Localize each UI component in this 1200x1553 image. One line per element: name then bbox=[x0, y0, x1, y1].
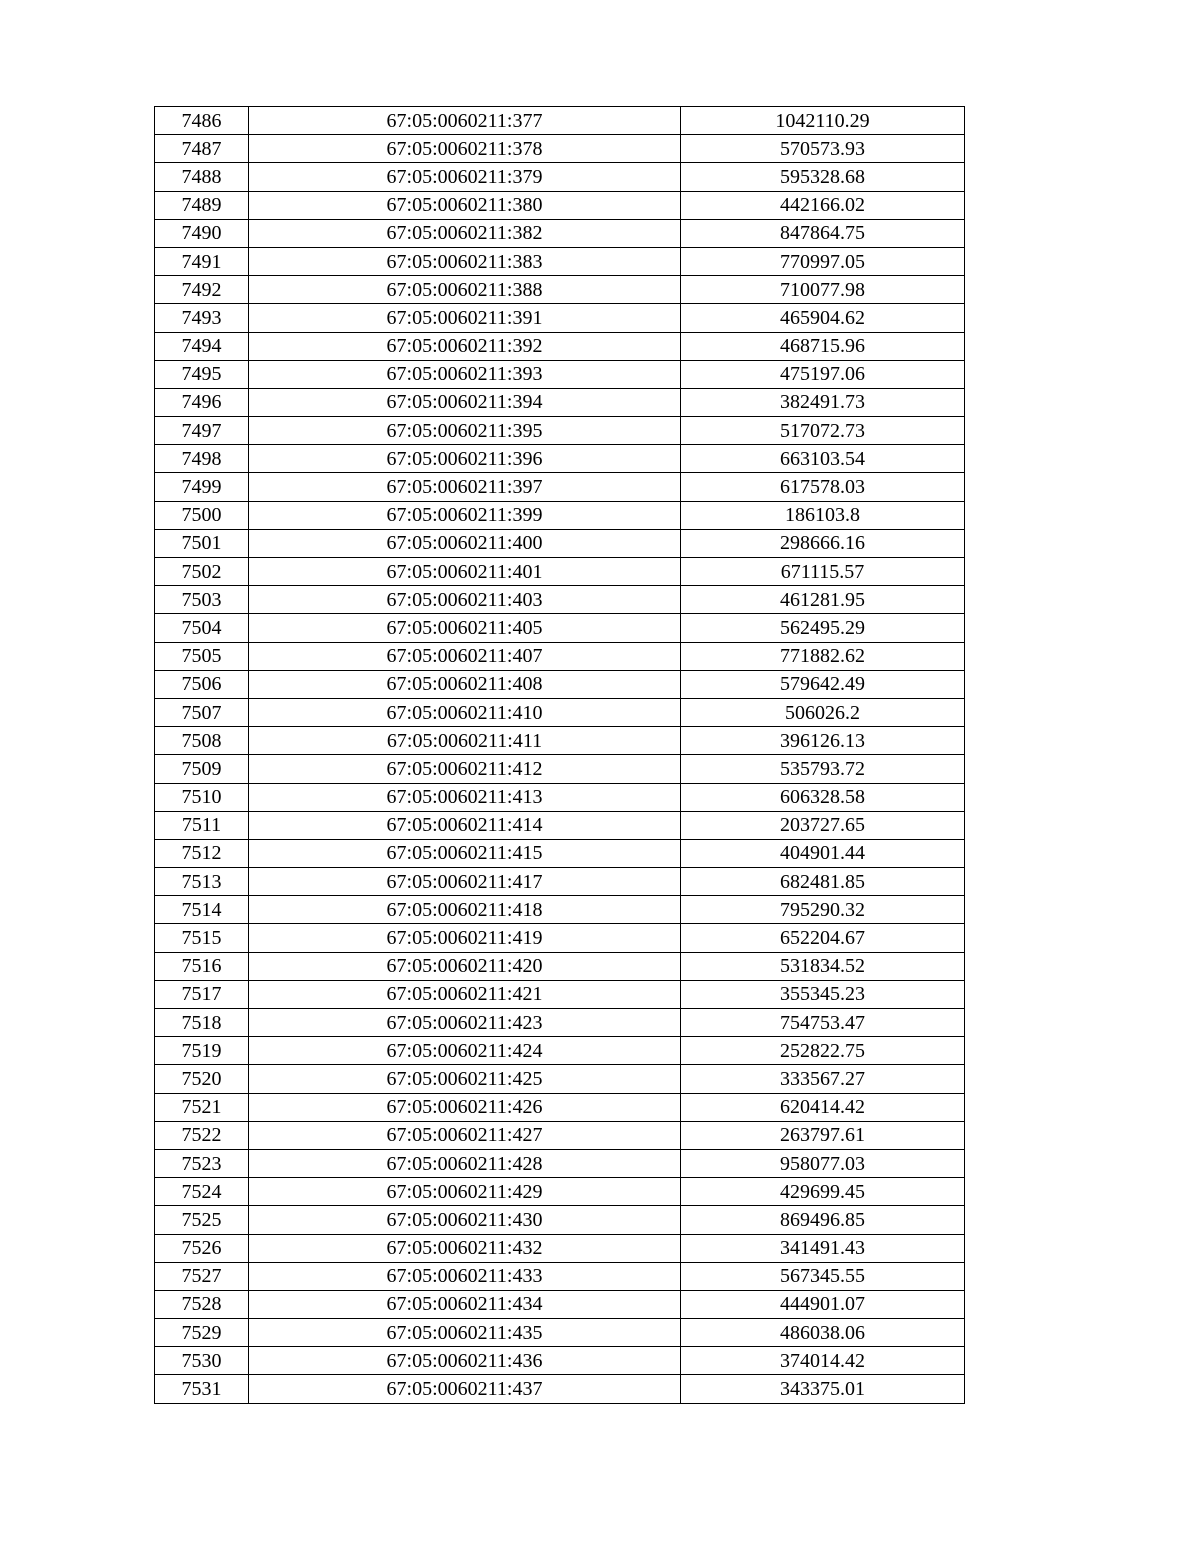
cadastral-number-cell: 67:05:0060211:411 bbox=[249, 727, 681, 755]
row-number-cell: 7519 bbox=[155, 1037, 249, 1065]
table-row bbox=[155, 388, 965, 416]
table-row bbox=[155, 924, 965, 952]
cadastral-number-cell: 67:05:0060211:382 bbox=[249, 219, 681, 247]
value-cell: 671115.57 bbox=[681, 558, 965, 586]
value-cell: 606328.58 bbox=[681, 783, 965, 811]
table-row bbox=[155, 1206, 965, 1234]
row-number-cell: 7501 bbox=[155, 529, 249, 557]
cadastral-number-cell: 67:05:0060211:395 bbox=[249, 417, 681, 445]
table-row bbox=[155, 501, 965, 529]
cadastral-number-cell: 67:05:0060211:419 bbox=[249, 924, 681, 952]
value-cell: 382491.73 bbox=[681, 388, 965, 416]
row-number-cell: 7486 bbox=[155, 107, 249, 135]
table-row bbox=[155, 614, 965, 642]
cadastral-number-cell: 67:05:0060211:403 bbox=[249, 586, 681, 614]
table-body bbox=[155, 107, 965, 1404]
row-number-cell: 7516 bbox=[155, 952, 249, 980]
cadastral-number-cell: 67:05:0060211:393 bbox=[249, 360, 681, 388]
table-row bbox=[155, 1319, 965, 1347]
row-number-cell: 7496 bbox=[155, 388, 249, 416]
cadastral-number-cell: 67:05:0060211:401 bbox=[249, 558, 681, 586]
table-row bbox=[155, 670, 965, 698]
value-cell: 333567.27 bbox=[681, 1065, 965, 1093]
cadastral-number-cell: 67:05:0060211:412 bbox=[249, 755, 681, 783]
row-number-cell: 7523 bbox=[155, 1149, 249, 1177]
cadastral-number-cell: 67:05:0060211:415 bbox=[249, 839, 681, 867]
value-cell: 355345.23 bbox=[681, 980, 965, 1008]
row-number-cell: 7530 bbox=[155, 1347, 249, 1375]
table-row bbox=[155, 952, 965, 980]
row-number-cell: 7498 bbox=[155, 445, 249, 473]
table-row bbox=[155, 276, 965, 304]
row-number-cell: 7490 bbox=[155, 219, 249, 247]
value-cell: 847864.75 bbox=[681, 219, 965, 247]
table-row bbox=[155, 980, 965, 1008]
cadastral-number-cell: 67:05:0060211:432 bbox=[249, 1234, 681, 1262]
value-cell: 341491.43 bbox=[681, 1234, 965, 1262]
row-number-cell: 7507 bbox=[155, 698, 249, 726]
cadastral-number-cell: 67:05:0060211:417 bbox=[249, 868, 681, 896]
cadastral-number-cell: 67:05:0060211:407 bbox=[249, 642, 681, 670]
row-number-cell: 7509 bbox=[155, 755, 249, 783]
row-number-cell: 7517 bbox=[155, 980, 249, 1008]
row-number-cell: 7487 bbox=[155, 135, 249, 163]
row-number-cell: 7525 bbox=[155, 1206, 249, 1234]
value-cell: 506026.2 bbox=[681, 698, 965, 726]
table-row bbox=[155, 417, 965, 445]
cadastral-number-cell: 67:05:0060211:435 bbox=[249, 1319, 681, 1347]
row-number-cell: 7524 bbox=[155, 1178, 249, 1206]
value-cell: 595328.68 bbox=[681, 163, 965, 191]
value-cell: 263797.61 bbox=[681, 1121, 965, 1149]
value-cell: 186103.8 bbox=[681, 501, 965, 529]
cadastral-number-cell: 67:05:0060211:405 bbox=[249, 614, 681, 642]
cadastral-number-cell: 67:05:0060211:426 bbox=[249, 1093, 681, 1121]
table-row bbox=[155, 304, 965, 332]
value-cell: 570573.93 bbox=[681, 135, 965, 163]
row-number-cell: 7508 bbox=[155, 727, 249, 755]
row-number-cell: 7511 bbox=[155, 811, 249, 839]
row-number-cell: 7503 bbox=[155, 586, 249, 614]
row-number-cell: 7506 bbox=[155, 670, 249, 698]
cadastral-number-cell: 67:05:0060211:434 bbox=[249, 1290, 681, 1318]
row-number-cell: 7514 bbox=[155, 896, 249, 924]
table-row bbox=[155, 445, 965, 473]
cadastral-number-cell: 67:05:0060211:414 bbox=[249, 811, 681, 839]
row-number-cell: 7513 bbox=[155, 868, 249, 896]
table-row bbox=[155, 247, 965, 275]
value-cell: 567345.55 bbox=[681, 1262, 965, 1290]
table-row bbox=[155, 1065, 965, 1093]
value-cell: 770997.05 bbox=[681, 247, 965, 275]
row-number-cell: 7494 bbox=[155, 332, 249, 360]
cadastral-number-cell: 67:05:0060211:383 bbox=[249, 247, 681, 275]
cadastral-number-cell: 67:05:0060211:423 bbox=[249, 1009, 681, 1037]
cadastral-number-cell: 67:05:0060211:427 bbox=[249, 1121, 681, 1149]
table-row bbox=[155, 1121, 965, 1149]
value-cell: 562495.29 bbox=[681, 614, 965, 642]
cadastral-number-cell: 67:05:0060211:433 bbox=[249, 1262, 681, 1290]
value-cell: 461281.95 bbox=[681, 586, 965, 614]
cadastral-number-cell: 67:05:0060211:425 bbox=[249, 1065, 681, 1093]
value-cell: 579642.49 bbox=[681, 670, 965, 698]
table-row bbox=[155, 1037, 965, 1065]
table-row bbox=[155, 1093, 965, 1121]
table-row bbox=[155, 1375, 965, 1403]
table-row bbox=[155, 839, 965, 867]
value-cell: 396126.13 bbox=[681, 727, 965, 755]
cadastral-number-cell: 67:05:0060211:418 bbox=[249, 896, 681, 924]
table-row bbox=[155, 698, 965, 726]
row-number-cell: 7500 bbox=[155, 501, 249, 529]
table-row bbox=[155, 135, 965, 163]
table-row bbox=[155, 1178, 965, 1206]
cadastral-number-cell: 67:05:0060211:391 bbox=[249, 304, 681, 332]
row-number-cell: 7531 bbox=[155, 1375, 249, 1403]
value-cell: 517072.73 bbox=[681, 417, 965, 445]
cadastral-number-cell: 67:05:0060211:436 bbox=[249, 1347, 681, 1375]
cadastral-number-cell: 67:05:0060211:420 bbox=[249, 952, 681, 980]
cadastral-number-cell: 67:05:0060211:400 bbox=[249, 529, 681, 557]
value-cell: 442166.02 bbox=[681, 191, 965, 219]
value-cell: 444901.07 bbox=[681, 1290, 965, 1318]
table-row bbox=[155, 1234, 965, 1262]
row-number-cell: 7499 bbox=[155, 473, 249, 501]
cadastral-number-cell: 67:05:0060211:421 bbox=[249, 980, 681, 1008]
table-row bbox=[155, 727, 965, 755]
cadastral-number-cell: 67:05:0060211:437 bbox=[249, 1375, 681, 1403]
value-cell: 754753.47 bbox=[681, 1009, 965, 1037]
value-cell: 535793.72 bbox=[681, 755, 965, 783]
cadastral-number-cell: 67:05:0060211:430 bbox=[249, 1206, 681, 1234]
table-row bbox=[155, 586, 965, 614]
cadastral-number-cell: 67:05:0060211:378 bbox=[249, 135, 681, 163]
row-number-cell: 7521 bbox=[155, 1093, 249, 1121]
row-number-cell: 7529 bbox=[155, 1319, 249, 1347]
value-cell: 486038.06 bbox=[681, 1319, 965, 1347]
cadastral-number-cell: 67:05:0060211:399 bbox=[249, 501, 681, 529]
cadastral-number-cell: 67:05:0060211:396 bbox=[249, 445, 681, 473]
table-row bbox=[155, 1347, 965, 1375]
cadastral-number-cell: 67:05:0060211:410 bbox=[249, 698, 681, 726]
cadastral-number-cell: 67:05:0060211:379 bbox=[249, 163, 681, 191]
cadastral-number-cell: 67:05:0060211:428 bbox=[249, 1149, 681, 1177]
cadastral-number-cell: 67:05:0060211:388 bbox=[249, 276, 681, 304]
cadastral-number-cell: 67:05:0060211:408 bbox=[249, 670, 681, 698]
table-row bbox=[155, 1290, 965, 1318]
row-number-cell: 7518 bbox=[155, 1009, 249, 1037]
row-number-cell: 7510 bbox=[155, 783, 249, 811]
table-row bbox=[155, 1009, 965, 1037]
value-cell: 252822.75 bbox=[681, 1037, 965, 1065]
row-number-cell: 7489 bbox=[155, 191, 249, 219]
value-cell: 203727.65 bbox=[681, 811, 965, 839]
cadastral-number-cell: 67:05:0060211:377 bbox=[249, 107, 681, 135]
data-table bbox=[154, 106, 965, 1404]
value-cell: 343375.01 bbox=[681, 1375, 965, 1403]
value-cell: 795290.32 bbox=[681, 896, 965, 924]
cadastral-number-cell: 67:05:0060211:394 bbox=[249, 388, 681, 416]
table-row bbox=[155, 811, 965, 839]
cadastral-number-cell: 67:05:0060211:392 bbox=[249, 332, 681, 360]
value-cell: 298666.16 bbox=[681, 529, 965, 557]
cadastral-number-cell: 67:05:0060211:429 bbox=[249, 1178, 681, 1206]
row-number-cell: 7493 bbox=[155, 304, 249, 332]
row-number-cell: 7522 bbox=[155, 1121, 249, 1149]
value-cell: 468715.96 bbox=[681, 332, 965, 360]
value-cell: 652204.67 bbox=[681, 924, 965, 952]
table-row bbox=[155, 191, 965, 219]
value-cell: 620414.42 bbox=[681, 1093, 965, 1121]
row-number-cell: 7526 bbox=[155, 1234, 249, 1262]
row-number-cell: 7497 bbox=[155, 417, 249, 445]
value-cell: 958077.03 bbox=[681, 1149, 965, 1177]
value-cell: 710077.98 bbox=[681, 276, 965, 304]
cadastral-number-cell: 67:05:0060211:424 bbox=[249, 1037, 681, 1065]
row-number-cell: 7505 bbox=[155, 642, 249, 670]
value-cell: 869496.85 bbox=[681, 1206, 965, 1234]
row-number-cell: 7527 bbox=[155, 1262, 249, 1290]
row-number-cell: 7488 bbox=[155, 163, 249, 191]
table-row bbox=[155, 755, 965, 783]
cadastral-number-cell: 67:05:0060211:413 bbox=[249, 783, 681, 811]
table-row bbox=[155, 783, 965, 811]
table-row bbox=[155, 529, 965, 557]
row-number-cell: 7502 bbox=[155, 558, 249, 586]
table-row bbox=[155, 1262, 965, 1290]
value-cell: 617578.03 bbox=[681, 473, 965, 501]
table-row bbox=[155, 642, 965, 670]
table-row bbox=[155, 868, 965, 896]
cadastral-number-cell: 67:05:0060211:380 bbox=[249, 191, 681, 219]
row-number-cell: 7515 bbox=[155, 924, 249, 952]
value-cell: 404901.44 bbox=[681, 839, 965, 867]
value-cell: 374014.42 bbox=[681, 1347, 965, 1375]
value-cell: 682481.85 bbox=[681, 868, 965, 896]
table-row bbox=[155, 332, 965, 360]
table-row bbox=[155, 1149, 965, 1177]
table-row bbox=[155, 107, 965, 135]
row-number-cell: 7491 bbox=[155, 247, 249, 275]
row-number-cell: 7495 bbox=[155, 360, 249, 388]
table-row bbox=[155, 163, 965, 191]
value-cell: 475197.06 bbox=[681, 360, 965, 388]
value-cell: 1042110.29 bbox=[681, 107, 965, 135]
table-row bbox=[155, 360, 965, 388]
value-cell: 663103.54 bbox=[681, 445, 965, 473]
value-cell: 771882.62 bbox=[681, 642, 965, 670]
row-number-cell: 7512 bbox=[155, 839, 249, 867]
table-row bbox=[155, 219, 965, 247]
value-cell: 531834.52 bbox=[681, 952, 965, 980]
cadastral-number-cell: 67:05:0060211:397 bbox=[249, 473, 681, 501]
value-cell: 429699.45 bbox=[681, 1178, 965, 1206]
row-number-cell: 7528 bbox=[155, 1290, 249, 1318]
table-row bbox=[155, 896, 965, 924]
row-number-cell: 7504 bbox=[155, 614, 249, 642]
value-cell: 465904.62 bbox=[681, 304, 965, 332]
row-number-cell: 7520 bbox=[155, 1065, 249, 1093]
row-number-cell: 7492 bbox=[155, 276, 249, 304]
table-row bbox=[155, 473, 965, 501]
table-row bbox=[155, 558, 965, 586]
